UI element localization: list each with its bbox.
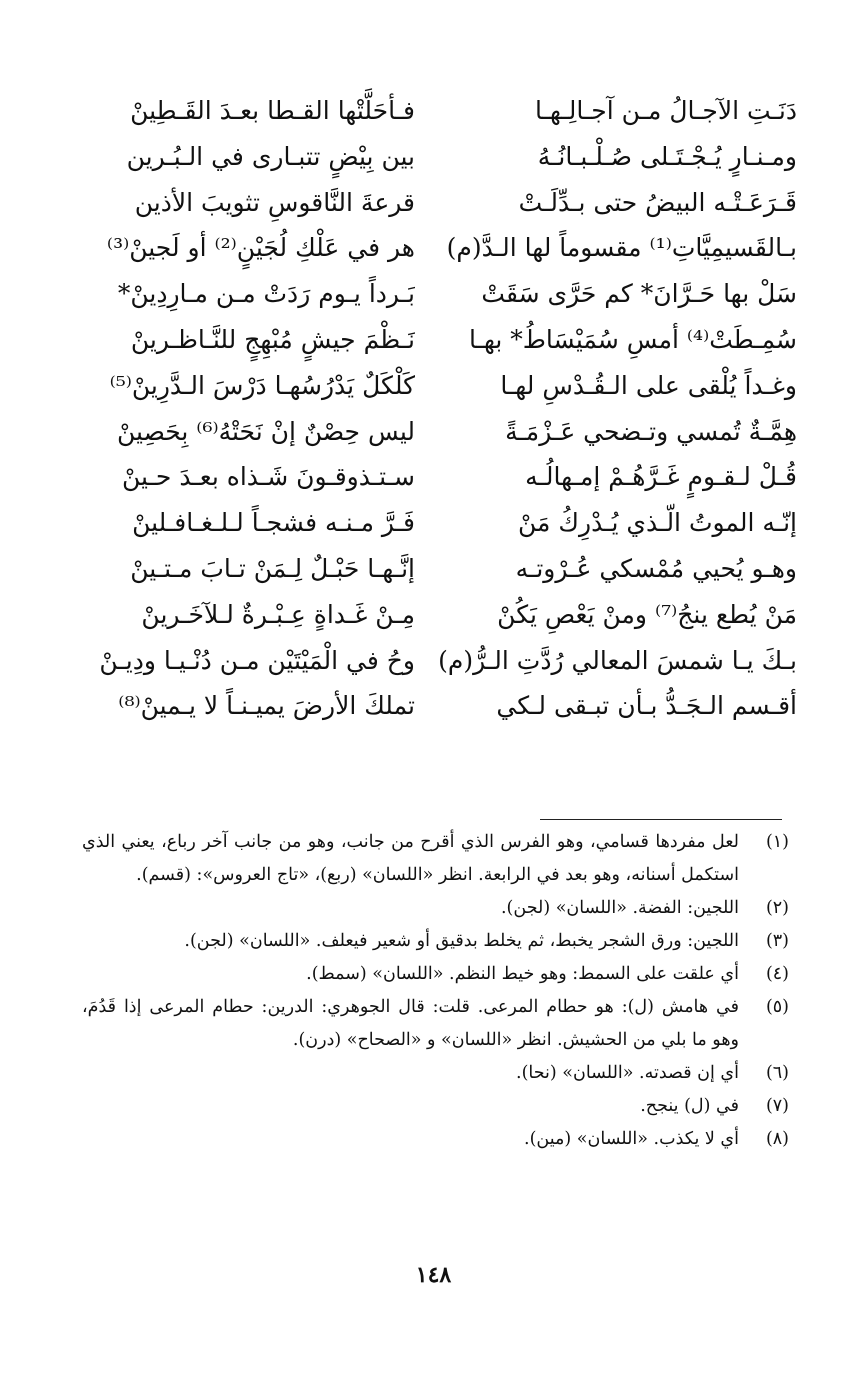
footnote-number: (٧): [765, 1096, 789, 1116]
footnote-separator: [540, 819, 782, 820]
footnote: [82, 1090, 789, 1123]
verse-second-hemistich: نَـظْمَ جيشٍ مُبْهِجٍ للنَّـاظـرينْ: [130, 324, 415, 354]
verse: [70, 225, 797, 271]
verse-first-hemistich: بـكَ يـا شمسَ المعالي رُدَّتِ الـرُّ(م): [438, 645, 797, 675]
verse-second-hemistich: بين بِيْضٍ تتبـارى في الـبُـرين: [126, 141, 415, 171]
verse: [70, 409, 797, 455]
verse: [70, 638, 797, 684]
verse-second-hemistich: قرعةَ النَّاقوسِ تثويبَ الأذين: [134, 187, 415, 217]
verse: [70, 180, 797, 226]
verse-first-hemistich: قَـرَعَـتْـه البيضُ حتى بـدِّلَـتْ: [518, 187, 797, 217]
footnote-text: اللجين: ورق الشجر يخبط، ثم يخلط بدقيق أو شعير فيعلف. «اللسان» (لجن).: [184, 931, 739, 951]
verse-first-hemistich: وغـداً يُلْقى على الـقُـدْسِ لهـا: [500, 370, 797, 400]
verse-first-hemistich: إنّـه الموتُ الّـذي يُـدْرِكُ مَنْ: [518, 508, 797, 538]
footnote-number: (٥): [765, 997, 789, 1017]
verse-second-hemistich: وحُ في الْمَيْتَيْن مـن دُنْـيـا ودِيـنْ: [99, 645, 415, 675]
verse-second-hemistich: ليس حِصْنٌ إنْ نَحَتْهُ⁽⁶⁾ بِحَصِينْ: [117, 416, 415, 446]
footnote-number: (٦): [765, 1063, 789, 1083]
page-number: ١٤٨: [415, 1262, 452, 1288]
footnote: [82, 1057, 789, 1090]
footnote-text: اللجين: الفضة. «اللسان» (لجن).: [500, 898, 739, 918]
verse: [70, 363, 797, 409]
footnote: [82, 892, 789, 925]
verse: [70, 134, 797, 180]
verse: [70, 683, 797, 729]
verse: [70, 500, 797, 546]
verse-first-hemistich: سَلْ بها حَـرَّانَ* كم حَرَّى سَقَتْ: [481, 279, 797, 309]
footnotes: [82, 826, 789, 1156]
verse-second-hemistich: كَلْكَلٌ يَدْرُسُهـا دَرْسَ الـدَّرِينْ⁽⁵⁾: [109, 370, 415, 400]
verse-first-hemistich: سُمِـطَتْ⁽⁴⁾ أمسِ سُمَيْسَاطُ* بهـا: [468, 324, 797, 354]
footnote: [82, 826, 789, 892]
verse-second-hemistich: إنَّـهـا حَبْـلٌ لِـمَنْ تـابَ مـتـينْ: [130, 553, 415, 583]
footnote-number: (١): [765, 832, 789, 852]
verse-second-hemistich: مِـنْ غَـداةٍ عِـبْـرةٌ لـلآخَـرينْ: [141, 599, 415, 629]
verse: [70, 317, 797, 363]
verse-first-hemistich: بـالقَسيمِيَّاتِ⁽¹⁾ مقسوماً لها الـدَّ(م): [446, 233, 797, 263]
footnote-text: أي علقت على السمط: وهو خيط النظم. «اللسان» (سمط).: [306, 964, 739, 984]
verse-first-hemistich: مَنْ يُطع ينجُ⁽⁷⁾ ومنْ يَعْصِ يَكُنْ: [497, 599, 797, 629]
footnote-text: في هامش (ل): هو حطام المرعى. قلت: قال الجوهري: الدرين: حطام المرعى إذا قَدُمَ، وهو ما بلي من الحشيش. انظر «اللسان» و «الصحاح» (درن).: [82, 997, 739, 1050]
verse-second-hemistich: بَـرداً يـوم رَدَتْ مـن مـارِدِينْ*: [117, 279, 415, 309]
verse: [70, 88, 797, 134]
footnote-number: (٣): [765, 931, 789, 951]
verse: [70, 592, 797, 638]
verse-first-hemistich: دَنَـتِ الآجـالُ مـن آجـالِـهـا: [534, 96, 797, 125]
footnote: [82, 1123, 789, 1156]
footnote: [82, 991, 789, 1057]
footnote: [82, 958, 789, 991]
verse-first-hemistich: قُـلْ لـقـومٍ غَـرَّهُـمْ إمـهالُـه: [525, 462, 797, 492]
verse-first-hemistich: أقـسم الـجَـدُّ بـأن تبـقى لـكي: [496, 691, 797, 721]
footnote-number: (٨): [765, 1129, 789, 1149]
footnote-text: في (ل) ينجح.: [640, 1096, 739, 1116]
footnote-number: (٢): [765, 898, 789, 918]
poem: [70, 88, 797, 729]
footnote-text: أي إن قصدته. «اللسان» (نحا).: [516, 1063, 739, 1083]
verse-second-hemistich: فـأحَلَّتْها القـطا بعـدَ القَـطِينْ: [130, 96, 415, 125]
verse: [70, 271, 797, 317]
verse-first-hemistich: ومـنـارٍ يُـجْـتَـلى صُـلْـبـانُـهُ: [537, 141, 797, 171]
verse-second-hemistich: هر في عَلْكِ لُجَيْنٍ⁽²⁾ أو لَجينْ⁽³⁾: [106, 233, 415, 263]
verse-first-hemistich: وهـو يُحيي مُمْسكي عُـرْوتـه: [515, 553, 797, 583]
verse-first-hemistich: هِمَّـةٌ تُمسي وتـضحي عَـزْمَـةً: [505, 416, 797, 446]
footnote: [82, 925, 789, 958]
footnote-number: (٤): [765, 964, 789, 984]
verse-second-hemistich: تملكَ الأرضَ يميـنـاً لا يـمينْ⁽⁸⁾: [118, 691, 415, 721]
verse-second-hemistich: سـتـذوقـونَ شَـذاه بعـدَ حـينْ: [122, 462, 415, 492]
verse: [70, 546, 797, 592]
footnote-text: أي لا يكذب. «اللسان» (مين).: [524, 1129, 739, 1149]
footnote-text: لعل مفردها قسامي، وهو الفرس الذي أقرح من جانب، وهو من جانب آخر رباع، يعني الذي استكمل أسنانه، وهو بعد في الرابعة. انظر «اللسان» (ربع)، «تاج العروس»: (قسم).: [82, 832, 739, 885]
verse: [70, 454, 797, 500]
verse-second-hemistich: فَـرَّ مـنـه فشجـاً لـلـغـافـلينْ: [132, 508, 415, 538]
